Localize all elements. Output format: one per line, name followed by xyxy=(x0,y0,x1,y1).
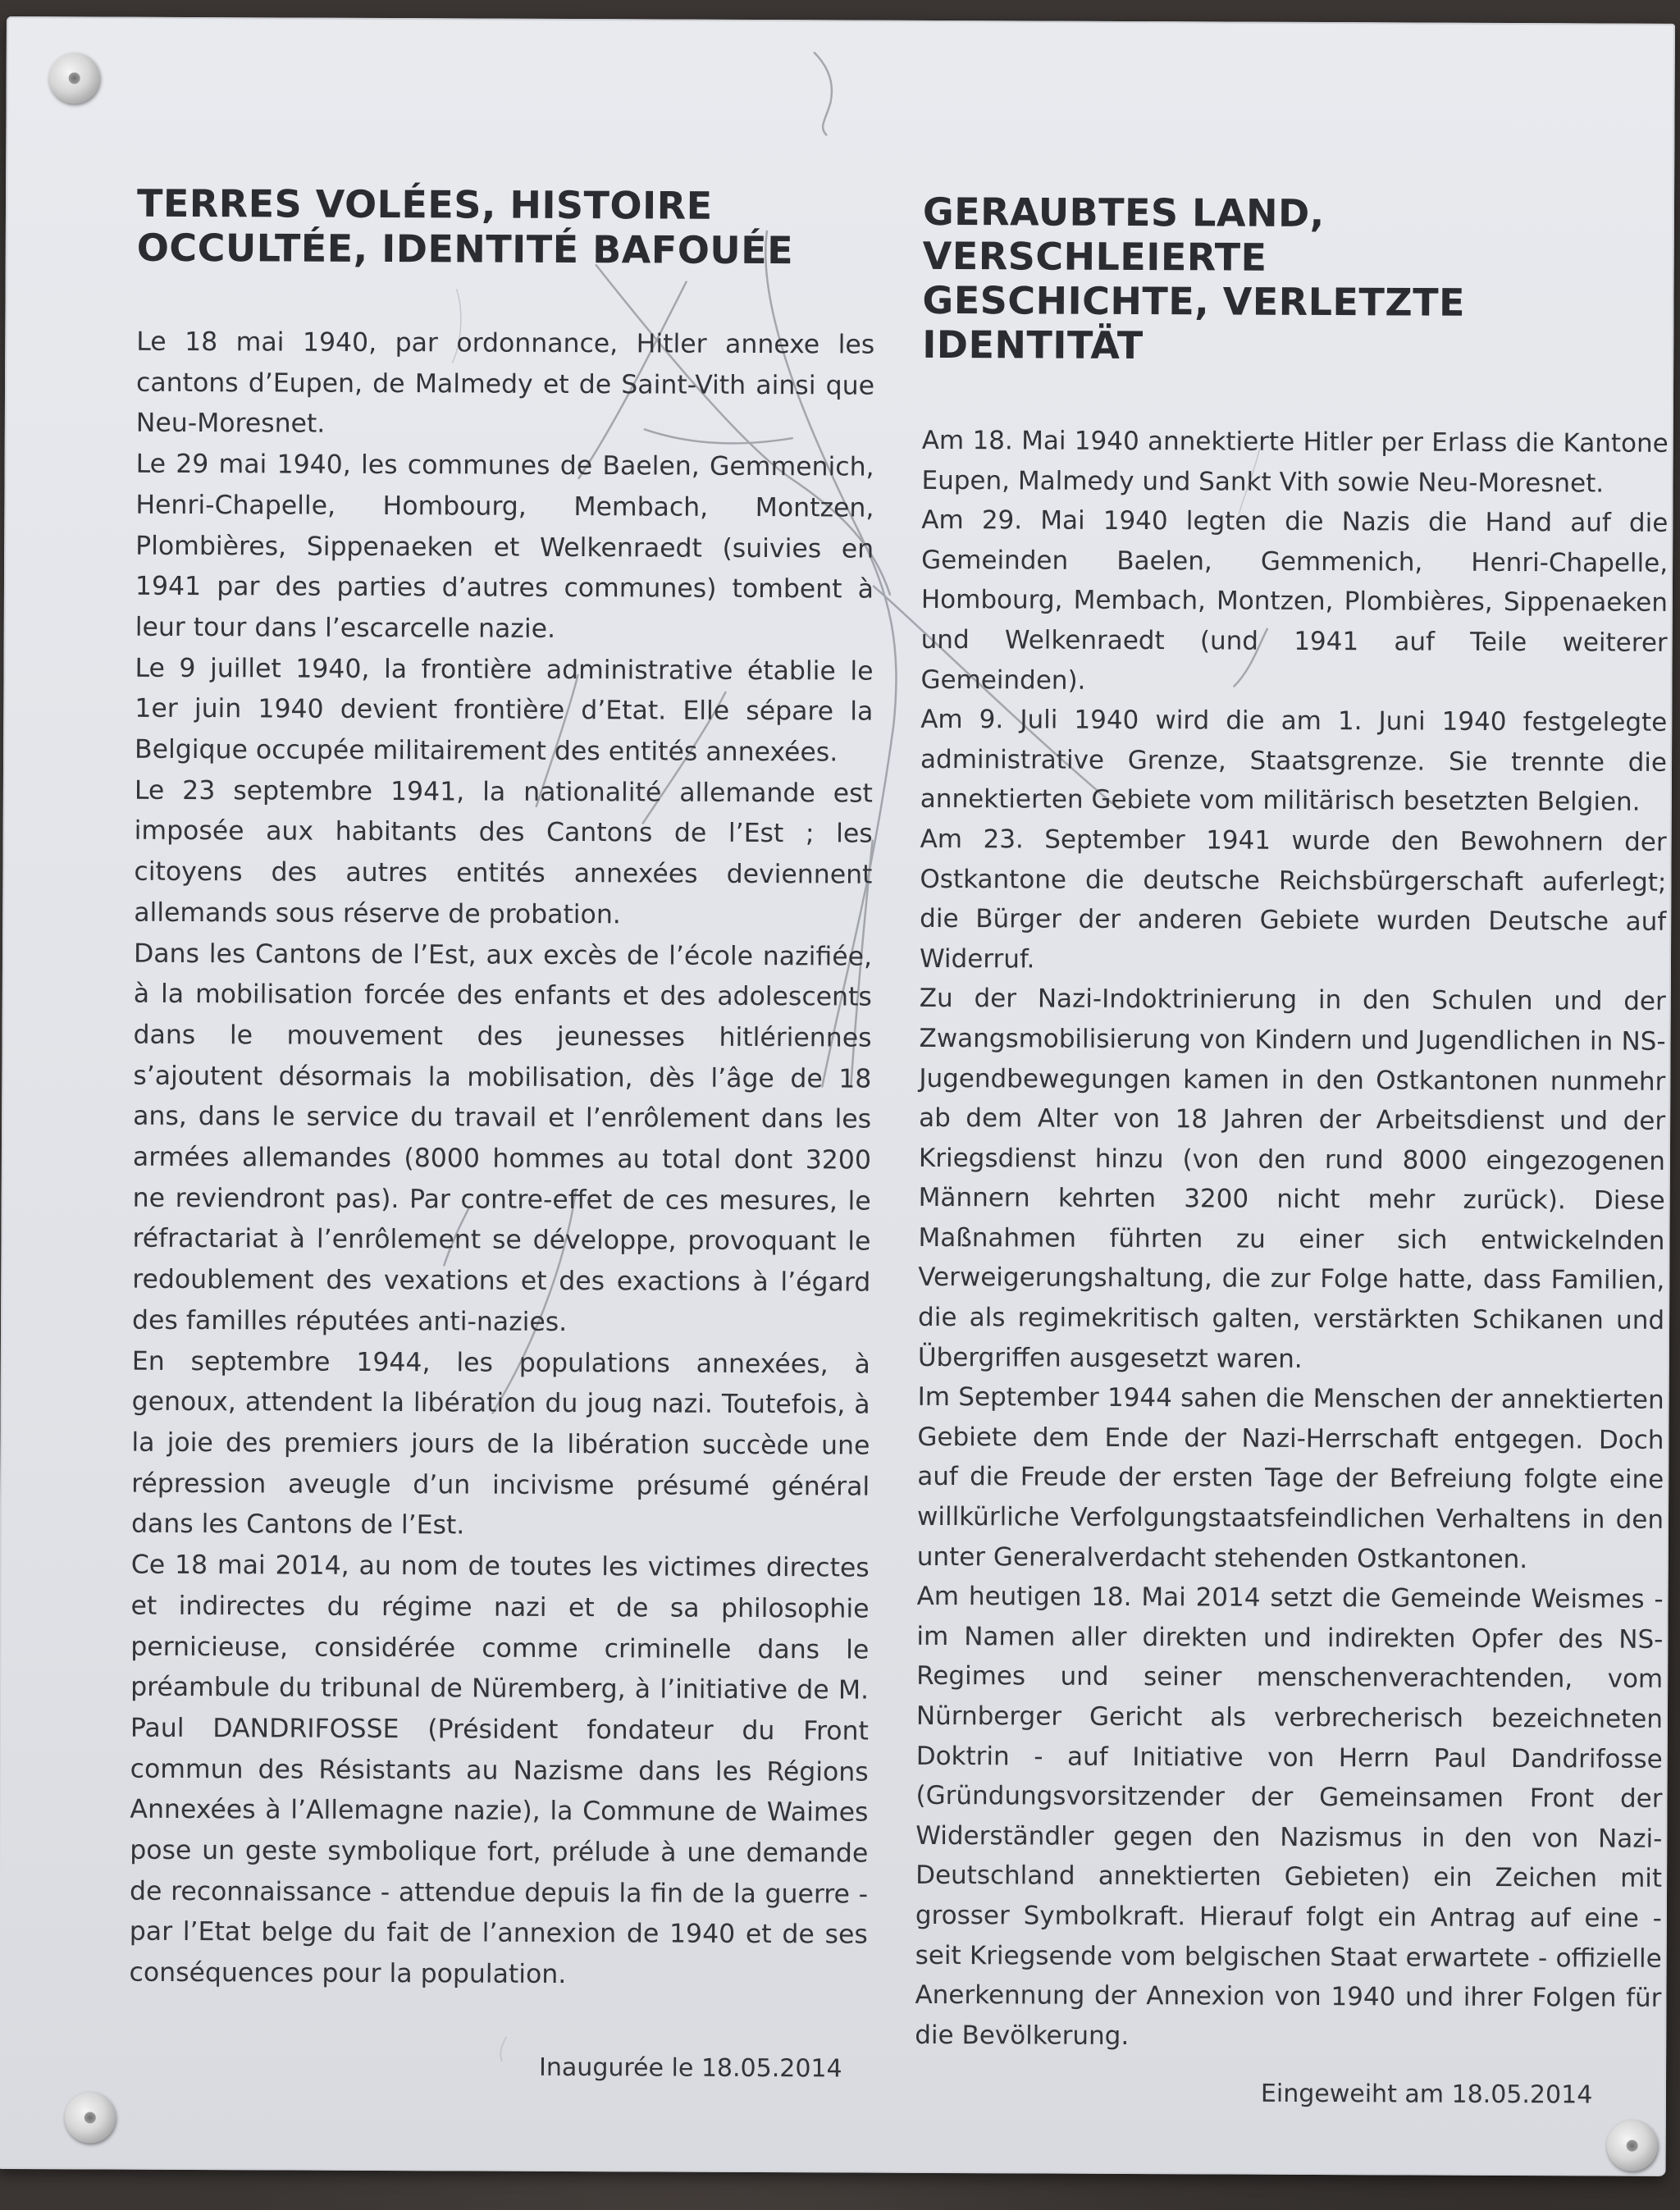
french-paragraph-7: Ce 18 mai 2014, au nom de toutes les victimes directes et indirectes du régime nazi et de sa philosophie pernicieuse, considérée comme criminelle dans le préambule du tribunal de Nüremberg, à l’initiative de M. Paul DANDRIFOSSE (Président fondateur du Front commun des Résistants au Nazisme dans les Régions Annexées à l’Allemagne nazie), la Commune de Waimes pose un geste symbolique fort, prélude à une demande de reconnaissance - attendue depuis la fin de la guerre - par l’Etat belge du fait de l’annexion de 1940 et de ses conséquences pour la population. xyxy=(129,1550,870,1990)
german-paragraph-1: Am 18. Mai 1940 annektierte Hitler per Erlass die Kantone Eupen, Malmedy und Sankt Vith sowie Neu-Moresnet. xyxy=(921,425,1669,499)
german-paragraph-7: Am heutigen 18. Mai 2014 setzt die Gemeinde Weismes - im Namen aller direkten und indirekten Opfer des NS-Regimes und seiner menschenverachtenden, vom Nürnberger Gericht als verbrecherisch bezeichneten Doktrin - auf Initiative von Herrn Paul Dandrifosse (Gründungsvorsitzender der Gemeinsamen Front der Widerständler gegen den Nazismus in den von Nazi-Deutschland annektierten Gebieten) ein Zeichen mit grosser Symbolkraft. Hierauf folgt ein Antrag auf eine - seit Kriegsende vom belgischen Staat erwartete - offizielle Anerkennung der Annexion von 1940 und ihrer Folgen für die Bevölkerung. xyxy=(915,1582,1664,2051)
german-paragraph-3: Am 9. Juli 1940 wird die am 1. Juni 1940 festgelegte administrative Grenze, Staatsgrenze. Sie trennte die annektierten Gebiete vom militärisch besetzten Belgien. xyxy=(920,705,1668,818)
scratch-mark xyxy=(500,2037,506,2062)
french-paragraph-3: Le 9 juillet 1940, la frontière administrative établie le 1er juin 1940 devient frontière d’Etat. Elle sépare la Belgique occupée militairement des entités annexées. xyxy=(135,653,874,768)
german-paragraph-5: Zu der Nazi-Indoktrinierung in den Schulen und der Zwangsmobilisierung von Kindern und Jugendlichen in NS-Jugendbewegungen kamen in den Ostkantonen nunmehr ab dem Alter von 18 Jahren der Arbeitsdienst und der Kriegsdienst hinzu (von den rund 8000 eingezogenen Männern kehrten 3200 nicht mehr zurück). Diese Maßnahmen führten zu einer sich entwickelnden Verweigerungshaltung, die zur Folge hatte, dass Familien, die als regimekritisch galten, verstärkten Schikanen und Übergriffen ausgesetzt waren. xyxy=(917,984,1666,1374)
german-paragraph-4: Am 23. September 1941 wurde den Bewohnern der Ostkantone die deutsche Reichsbürgerschaft auferlegt; die Bürger der anderen Gebiete wurden Deutsche auf Widerruf. xyxy=(919,824,1667,975)
screw-bottom-right xyxy=(1607,2121,1658,2171)
german-paragraph-2: Am 29. Mai 1940 legten die Nazis die Hand auf die Gemeinden Baelen, Gemmenich, Henri-Chapelle, Hombourg, Membach, Montzen, Plombières, Sippenaeken und Welkenraedt (und 1941 auf Teile weiterer Gemeinden). xyxy=(920,505,1669,696)
french-title xyxy=(137,181,875,273)
scratch-mark xyxy=(814,53,832,135)
german-title-line-1: GERAUBTES LAND, VERSCHLEIERTE xyxy=(922,189,1325,280)
memorial-plaque xyxy=(0,16,1675,2176)
french-paragraph-4: Le 23 septembre 1941, la nationalité allemande est imposée aux habitants des Cantons de l’Est ; les citoyens des autres entités annexées deviennent allemands sous réserve de probation. xyxy=(134,775,873,930)
german-column xyxy=(915,189,1669,2058)
german-inauguration-date: Eingeweiht am 18.05.2014 xyxy=(1260,2079,1593,2110)
french-paragraph-1: Le 18 mai 1940, par ordonnance, Hitler annexe les cantons d’Eupen, de Malmedy et de Saint-Vith ainsi que Neu-Moresnet. xyxy=(135,326,875,440)
screw-top-left xyxy=(49,53,100,103)
french-paragraph-6: En septembre 1944, les populations annexées, à genoux, attendent la libération du joug nazi. Toutefois, à la joie des premiers jours de la libération succède une répression aveugle d’un incivisme présumé général dans les Cantons de l’Est. xyxy=(130,1346,870,1541)
french-title-line-1: TERRES VOLÉES, HISTOIRE xyxy=(136,180,713,228)
french-paragraph-5: Dans les Cantons de l’Est, aux excès de l’école nazifiée, à la mobilisation forcée des enfants et des adolescents dans le mouvement des jeunesses hitlériennes s’ajoutent désormais la mobilisation, dès l’âge de 18 ans, dans le service du travail et l’enrôlement dans les armées allemandes (8000 hommes au total dont 3200 ne reviendront pas). Par contre-effet de ces mesures, le réfractariat à l’enrôlement se développe, provoquant le redoublement des vexations et des exactions à l’égard des familles réputées anti-nazies. xyxy=(131,938,873,1337)
french-inauguration-date: Inaugurée le 18.05.2014 xyxy=(539,2052,842,2084)
german-title xyxy=(922,189,1669,370)
german-paragraph-6: Im September 1944 sahen die Menschen der annektierten Gebiete dem Ende der Nazi-Herrschaft entgegen. Doch auf die Freude der ersten Tage der Befreiung folgte eine willkürliche Verfolgungstaatsfeindlichen Verhaltens in den unter Generalverdacht stehenden Ostkantonen. xyxy=(916,1382,1664,1574)
french-title-line-2: OCCULTÉE, IDENTITÉ BAFOUÉE xyxy=(136,225,794,273)
german-title-line-2: GESCHICHTE, VERLETZTE IDENTITÄT xyxy=(922,277,1466,368)
french-paragraph-2: Le 29 mai 1940, les communes de Baelen, Gemmenich, Henri-Chapelle, Hombourg, Membach, Montzen, Plombières, Sippenaeken et Welkenraedt (suivies en 1941 par des parties d’autres communes) tombent à leur tour dans l’escarcelle nazie. xyxy=(135,449,874,644)
german-body xyxy=(915,421,1669,2058)
screw-bottom-left xyxy=(65,2092,116,2143)
french-column xyxy=(129,181,875,1998)
french-body xyxy=(129,322,874,1998)
